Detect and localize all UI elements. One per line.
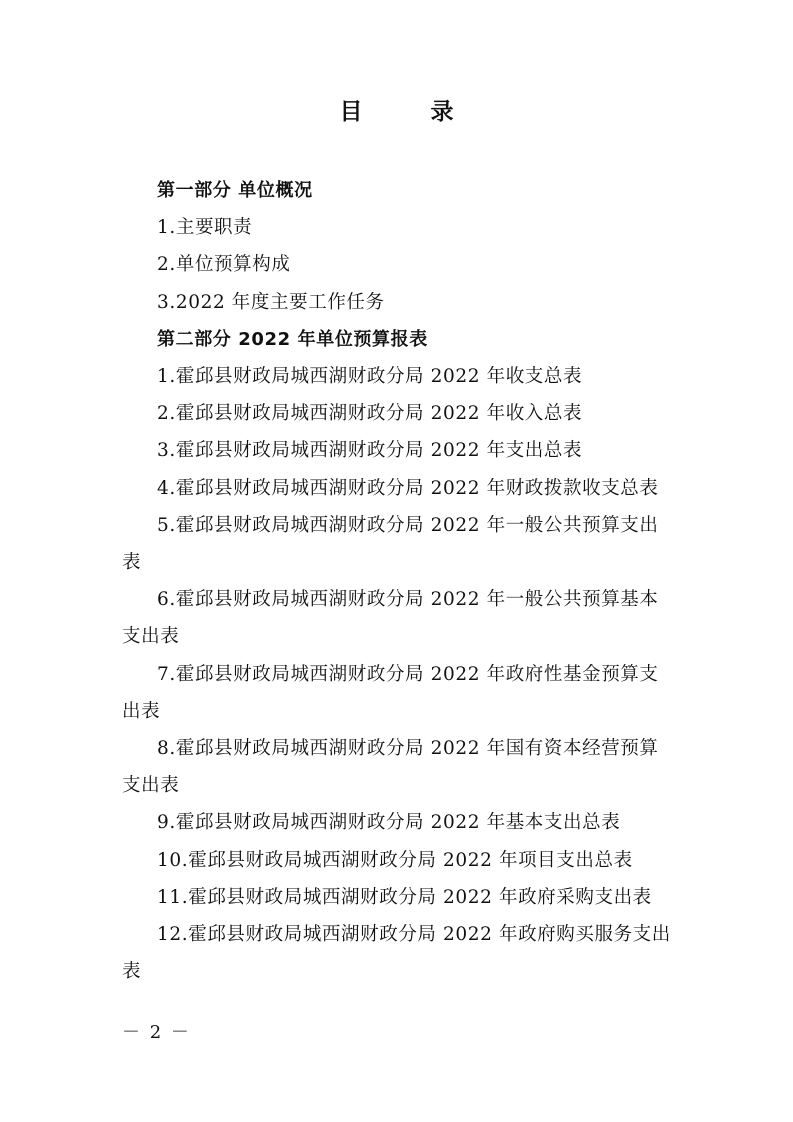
toc-entry: 8.霍邱县财政局城西湖财政分局 2022 年国有资本经营预算支出表 [122, 738, 659, 797]
toc-entry: 3.2022 年度主要工作任务 [157, 291, 385, 313]
toc-part-heading: 第一部分 单位概况 [157, 180, 313, 201]
toc-entry: 10.霍邱县财政局城西湖财政分局 2022 年项目支出总表 [157, 849, 633, 871]
toc-entry: 9.霍邱县财政局城西湖财政分局 2022 年基本支出总表 [157, 812, 621, 834]
toc-entry: 1.主要职责 [157, 217, 253, 239]
toc-entry: 7.霍邱县财政局城西湖财政分局 2022 年政府性基金预算支出表 [122, 663, 659, 722]
toc-entry: 12.霍邱县财政局城西湖财政分局 2022 年政府购买服务支出表 [122, 924, 671, 983]
toc-entry: 1.霍邱县财政局城西湖财政分局 2022 年收支总表 [157, 366, 583, 388]
toc-entry: 2.单位预算构成 [157, 254, 291, 276]
table-of-contents [122, 172, 674, 990]
toc-entry: 6.霍邱县财政局城西湖财政分局 2022 年一般公共预算基本支出表 [122, 589, 659, 648]
page-number: － 2 － [122, 1022, 191, 1043]
page-title: 目 录 [339, 99, 484, 125]
toc-entry: 2.霍邱县财政局城西湖财政分局 2022 年收入总表 [157, 403, 583, 425]
toc-entry: 4.霍邱县财政局城西湖财政分局 2022 年财政拨款收支总表 [157, 477, 659, 499]
toc-entry: 11.霍邱县财政局城西湖财政分局 2022 年政府采购支出表 [157, 886, 652, 908]
toc-entry: 5.霍邱县财政局城西湖财政分局 2022 年一般公共预算支出表 [122, 514, 659, 574]
toc-entry: 3.霍邱县财政局城西湖财政分局 2022 年支出总表 [157, 440, 583, 462]
toc-part-heading: 第二部分 2022 年单位预算报表 [157, 328, 428, 350]
